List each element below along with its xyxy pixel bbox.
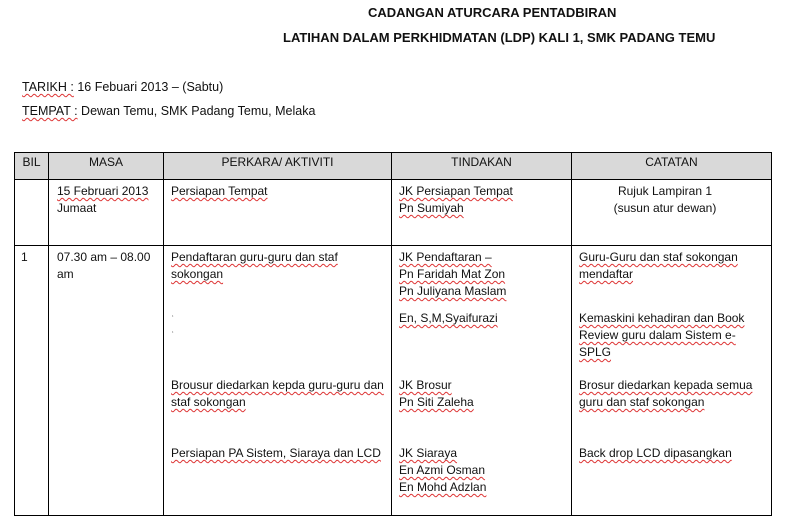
row0-catatan — [572, 180, 772, 246]
document-title-line-1: CADANGAN ATURCARA PENTADBIRAN — [368, 5, 617, 20]
row0-masa — [49, 180, 164, 246]
tarikh-label: TARIKH : — [22, 80, 74, 94]
perkara-item: Pendaftaran guru-guru dan staf sokongan — [171, 250, 338, 281]
row0-bil — [15, 180, 49, 246]
header-tindakan: TINDAKAN — [392, 153, 572, 180]
table-row — [15, 180, 772, 246]
header-catatan: CATATAN — [572, 153, 772, 180]
row1-masa-line-1: 07.30 am – 08.00 — [57, 250, 151, 264]
row1-perkara — [164, 246, 392, 516]
row0-perkara-text: Persiapan Tempat — [171, 184, 268, 198]
catatan-item: Guru-Guru dan staf sokongan mendaftar — [579, 250, 738, 281]
catatan-item: Kemaskini kehadiran dan Book Review guru dalam Sistem e-SPLG — [579, 311, 745, 359]
row1-masa — [49, 246, 164, 516]
catatan-item: Brosur diedarkan kepada semua guru dan staf sokongan — [579, 378, 753, 409]
table-row — [15, 246, 772, 516]
row0-masa-day: Jumaat — [57, 201, 97, 215]
table-header-row — [15, 153, 772, 180]
row0-perkara — [164, 180, 392, 246]
tempat-line — [22, 104, 315, 118]
header-perkara: PERKARA/ AKTIVITI — [164, 153, 392, 180]
catatan-item: Back drop LCD dipasangkan — [579, 446, 732, 460]
header-masa: MASA — [49, 153, 164, 180]
perkara-item: Brousur diedarkan kepda guru-guru dan staf sokongan — [171, 378, 384, 409]
row1-catatan — [572, 246, 772, 516]
tempat-value: Dewan Temu, SMK Padang Temu, Melaka — [81, 104, 316, 118]
row0-tindakan-line-2: Pn Sumiyah — [399, 201, 464, 215]
perkara-mark: ‘ — [172, 331, 174, 338]
tindakan-item: JK Siaraya En Azmi Osman En Mohd Adzlan — [399, 446, 487, 494]
row0-tindakan — [392, 180, 572, 246]
row0-catatan-line-2: (susun atur dewan) — [613, 201, 717, 215]
schedule-table — [14, 152, 772, 516]
tindakan-item: JK Brosur Pn Siti Zaleha — [399, 378, 474, 409]
row0-masa-date: 15 Februari 2013 — [57, 184, 149, 198]
tindakan-item: JK Pendaftaran – Pn Faridah Mat Zon Pn Juliyana Maslam — [399, 250, 507, 298]
tempat-label: TEMPAT : — [22, 104, 78, 118]
header-bil: BIL — [15, 153, 49, 180]
row1-tindakan — [392, 246, 572, 516]
tindakan-item: En, S,M,Syaifurazi — [399, 311, 498, 325]
tarikh-value: 16 Febuari 2013 – (Sabtu) — [77, 80, 224, 94]
row1-masa-line-2: am — [57, 267, 74, 281]
perkara-mark: ‘ — [172, 315, 174, 322]
row1-bil: 1 — [15, 246, 49, 516]
row0-tindakan-line-1: JK Persiapan Tempat — [399, 184, 513, 198]
tarikh-line — [22, 80, 223, 94]
document-title-line-2: LATIHAN DALAM PERKHIDMATAN (LDP) KALI 1, SMK PADANG TEMU — [283, 30, 716, 45]
row0-catatan-line-1: Rujuk Lampiran 1 — [617, 184, 713, 198]
perkara-item: Persiapan PA Sistem, Siaraya dan LCD — [171, 446, 381, 460]
